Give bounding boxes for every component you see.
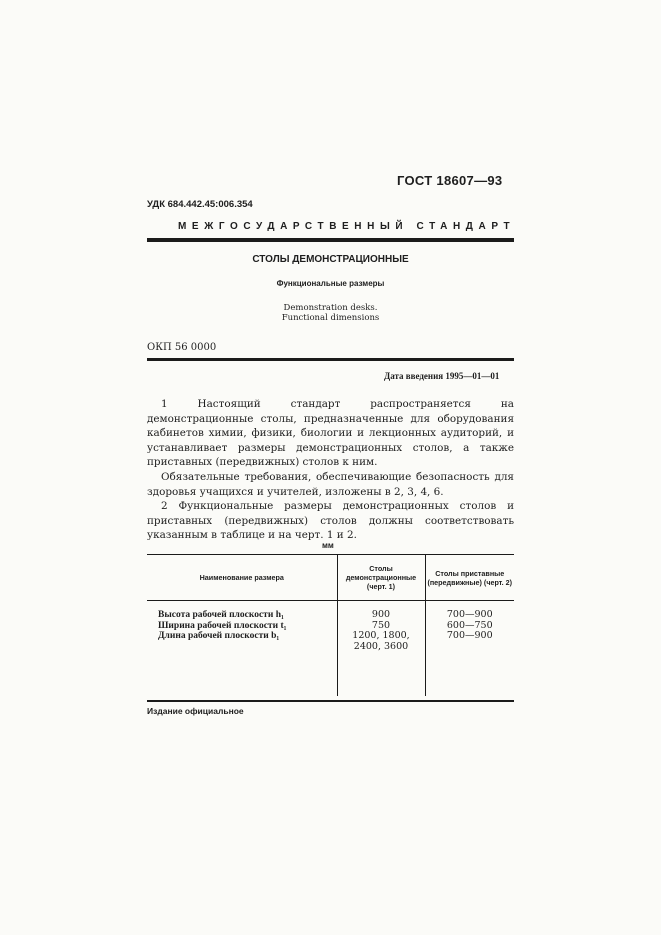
english-title-line-2: Functional dimensions: [281, 313, 380, 323]
english-title-line-1: Demonstration desks.: [283, 303, 378, 313]
header-aux-desks: Столы приставные (передвижные) (черт. 2): [425, 555, 514, 601]
paragraph-dimensions: 2 Функциональные размеры демонстрационных столов и приставных (передвижных) столов должны соответствовать указанным в таблице и на черт. 1 и 2.: [147, 500, 514, 542]
table-row: [147, 601, 514, 697]
demo-width-value: 750: [371, 619, 391, 631]
aux-length-value: 700—900: [446, 630, 493, 641]
udk-code: УДК 684.442.45:006.354: [147, 199, 253, 210]
row-name-width: Ширина рабочей плоскости t₁: [158, 620, 287, 631]
aux-values-cell: [425, 601, 514, 697]
paragraph-safety: Обязательные требования, обеспечивающие безопасность для здоровья учащихся и учителей, изложены в 2, 3, 4, 6.: [147, 470, 514, 498]
demo-values-cell: [337, 601, 425, 697]
gost-number: ГОСТ 18607—93: [397, 173, 503, 188]
official-edition-note: Издание официальное: [147, 706, 244, 716]
header-divider-thick: [147, 238, 514, 242]
okp-divider-thick: [147, 358, 514, 361]
document-title: СТОЛЫ ДЕМОНСТРАЦИОННЫЕ: [252, 254, 409, 265]
dimensions-table: [147, 554, 514, 696]
row-name-length: Длина рабочей плоскости b₁: [158, 631, 280, 641]
body-text: [147, 397, 514, 543]
table-header-row: [147, 555, 514, 601]
okp-code: ОКП 56 0000: [147, 342, 217, 353]
demo-height-value: 900: [371, 609, 391, 620]
paragraph-scope: 1 Настоящий стандарт распространяется на демонстрационные столы, предназначенные для оборудования кабинетов химии, физики, биологии и лекционных аудиторий, и устанавливает размеры демонстрационных столов, а также приставных (передвижных) столов к ним.: [147, 398, 514, 469]
row-name-height: Высота рабочей плоскости h₁: [158, 610, 284, 620]
aux-width-value: 600—750: [446, 619, 493, 631]
footer-divider: [147, 700, 514, 702]
names-cell: [147, 601, 337, 697]
aux-height-value: 700—900: [446, 609, 493, 620]
header-demo-desks: Столы демонстрационные (черт. 1): [337, 555, 425, 601]
interstate-standard-heading: МЕЖГОСУДАРСТВЕННЫЙ СТАНДАРТ: [178, 221, 516, 232]
document-subtitle: Функциональные размеры: [276, 279, 385, 288]
table-unit: мм: [322, 541, 334, 550]
introduction-date: Дата введения 1995—01—01: [384, 371, 500, 381]
demo-length-value: 1200, 1800, 2400, 3600: [352, 630, 410, 652]
header-name: Наименование размера: [147, 555, 337, 601]
